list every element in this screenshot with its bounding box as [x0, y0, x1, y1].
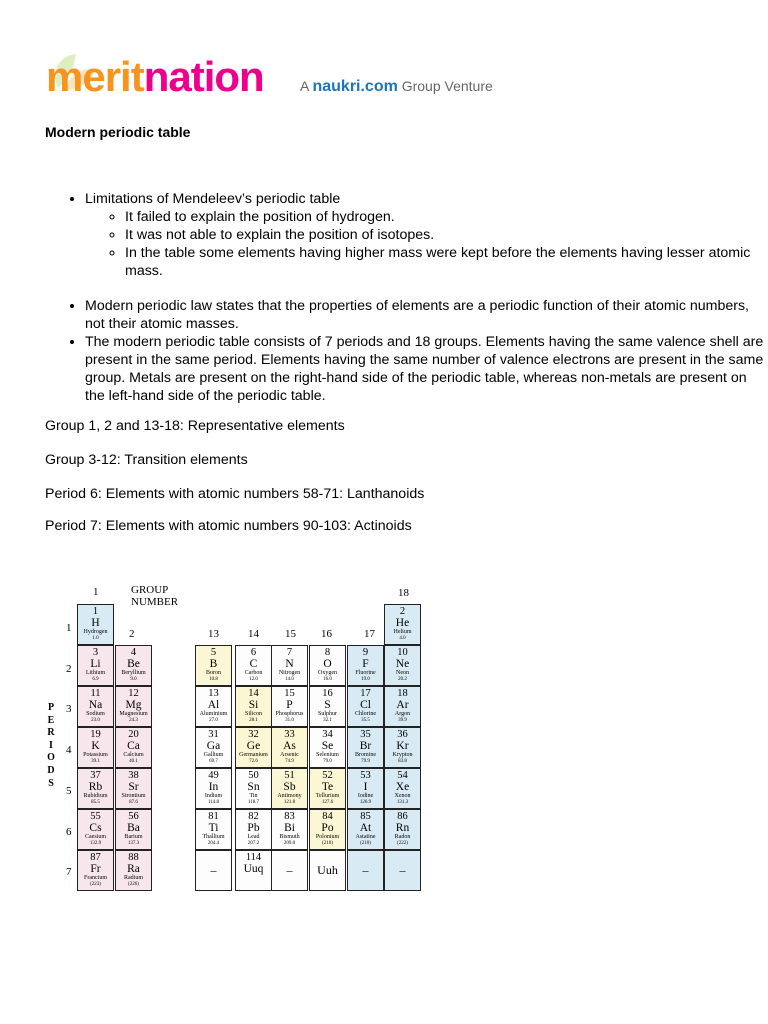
element-sym: Li	[90, 658, 101, 670]
element-sym: Br	[359, 740, 372, 752]
element-num: 88	[128, 852, 139, 863]
element-sym: Sn	[247, 781, 260, 793]
bullet-text: Limitations of Mendeleev’s periodic table	[85, 191, 341, 207]
element-num: 19	[90, 729, 101, 740]
element-name: Rubidium	[83, 793, 108, 799]
element-mass: 79.9	[361, 759, 370, 764]
element-sym: Ge	[246, 740, 261, 752]
element-cell	[271, 809, 308, 850]
element-mass: 10.8	[209, 677, 218, 682]
bullet-list	[45, 190, 765, 405]
element-mass: 131.3	[396, 800, 409, 805]
element-name: Argon	[394, 711, 411, 717]
element-mass: 87.6	[129, 800, 138, 805]
element-sym: K	[91, 740, 100, 752]
element-name: Strontium	[121, 793, 146, 799]
element-mass: 27.0	[209, 718, 218, 723]
element-sym: Cs	[89, 822, 102, 834]
element-sym: Al	[207, 699, 220, 711]
element-sym: Ca	[127, 740, 140, 752]
element-mass: 31.0	[285, 718, 294, 723]
paragraph: Period 6: Elements with atomic numbers 58-71: Lanthanoids	[45, 486, 425, 502]
element-cell	[195, 768, 232, 809]
element-num: 85	[360, 811, 371, 822]
element-sym: Ar	[396, 699, 409, 711]
element-cell	[271, 850, 308, 891]
element-name: Tin	[249, 793, 258, 799]
paragraph: Group 1, 2 and 13-18: Representative elements	[45, 418, 345, 434]
element-num: 4	[130, 647, 137, 658]
element-name: Indium	[204, 793, 223, 799]
element-num: 53	[360, 770, 371, 781]
element-mass: 35.5	[361, 718, 370, 723]
element-cell	[115, 768, 152, 809]
element-num: 52	[322, 770, 333, 781]
element-cell	[309, 850, 346, 891]
element-cell	[115, 809, 152, 850]
element-cell	[115, 850, 152, 891]
element-mass: 39.9	[398, 718, 407, 723]
element-mass: 126.9	[359, 800, 372, 805]
group-label-16: 16	[321, 628, 332, 640]
element-num: 31	[208, 729, 219, 740]
element-sym: H	[91, 617, 100, 629]
element-mass: 4.0	[399, 636, 406, 641]
element-name: Krypton	[392, 752, 413, 758]
periods-label: P E R I O D S	[47, 702, 55, 789]
element-cell	[384, 604, 421, 645]
element-sym: Te	[321, 781, 334, 793]
element-mass: (210)	[322, 841, 333, 846]
element-cell	[271, 645, 308, 686]
element-cell	[235, 686, 272, 727]
element-num: 11	[90, 688, 101, 699]
element-name: Bismuth	[279, 834, 300, 840]
element-cell	[384, 686, 421, 727]
element-num: 6	[250, 647, 257, 658]
element-sym: B	[209, 658, 218, 670]
element-name: Aluminium	[199, 711, 228, 717]
period-number: 7	[66, 866, 72, 878]
element-sym: O	[323, 658, 332, 670]
element-mass: 204.4	[207, 841, 220, 846]
element-sym: Sb	[283, 781, 296, 793]
element-num: 8	[324, 647, 331, 658]
element-cell	[347, 686, 384, 727]
element-mass: 74.9	[285, 759, 294, 764]
element-name: Antimony	[277, 793, 302, 799]
element-name: Bromine	[355, 752, 376, 758]
element-sym: Fr	[90, 863, 101, 875]
element-sym: Ti	[208, 822, 219, 834]
group-label-1: 1	[93, 586, 99, 598]
element-sym: Si	[248, 699, 259, 711]
element-sym: Na	[88, 699, 103, 711]
element-name: Chlorine	[355, 711, 376, 717]
element-mass: (223)	[90, 882, 101, 887]
element-cell	[195, 809, 232, 850]
element-name: Arsenic	[280, 752, 299, 758]
period-number: 4	[66, 744, 72, 756]
element-name: Boron	[206, 670, 221, 676]
element-num: 12	[128, 688, 139, 699]
element-cell	[235, 645, 272, 686]
element-sym: I	[363, 781, 368, 793]
element-cell	[347, 645, 384, 686]
group-label-13: 13	[208, 628, 219, 640]
element-cell	[347, 727, 384, 768]
element-cell	[195, 645, 232, 686]
element-sym: As	[283, 740, 296, 752]
element-name: Potassium	[83, 752, 108, 758]
element-sym: –	[286, 863, 293, 877]
element-sym: Ba	[127, 822, 140, 834]
element-cell	[271, 686, 308, 727]
element-num: 51	[284, 770, 295, 781]
page-title: Modern periodic table	[45, 124, 191, 140]
element-sym: He	[395, 617, 410, 629]
element-name: Beryllium	[121, 670, 146, 676]
element-num: 7	[286, 647, 293, 658]
element-mass: 207.2	[247, 841, 260, 846]
list-item: ◦ It failed to explain the position of hydrogen.	[125, 208, 765, 226]
element-sym: Mg	[125, 699, 142, 711]
element-sym: N	[285, 658, 294, 670]
element-cell	[235, 809, 272, 850]
element-cell	[77, 686, 114, 727]
element-num: 2	[399, 606, 406, 617]
element-num: 10	[397, 647, 408, 658]
element-num: 1	[92, 606, 99, 617]
element-mass: 209.0	[283, 841, 296, 846]
element-num: 20	[128, 729, 139, 740]
element-mass: 23.0	[91, 718, 100, 723]
element-mass: 28.1	[249, 718, 258, 723]
paragraph: Period 7: Elements with atomic numbers 90-103: Actinoids	[45, 518, 412, 534]
element-num: 86	[397, 811, 408, 822]
element-name: Radon	[394, 834, 411, 840]
element-num: 18	[397, 688, 408, 699]
element-mass: 6.9	[92, 677, 99, 682]
element-mass: 114.8	[207, 800, 220, 805]
element-sym: F	[362, 658, 369, 670]
element-name: Neon	[396, 670, 409, 676]
element-name: Iodine	[357, 793, 374, 799]
paragraph: Group 3-12: Transition elements	[45, 452, 248, 468]
element-sym: Rn	[395, 822, 410, 834]
element-mass: 39.1	[91, 759, 100, 764]
element-cell	[77, 645, 114, 686]
element-mass: 79.0	[323, 759, 332, 764]
element-name: Barium	[124, 834, 143, 840]
element-name: Lead	[247, 834, 260, 840]
element-cell	[235, 768, 272, 809]
element-sym: Rb	[88, 781, 103, 793]
period-number: 3	[66, 703, 72, 715]
element-cell	[195, 686, 232, 727]
element-mass: 118.7	[247, 800, 260, 805]
element-num: 82	[248, 811, 259, 822]
element-num: 33	[284, 729, 295, 740]
element-sym: Xe	[395, 781, 410, 793]
element-cell	[347, 850, 384, 891]
element-num: 114	[245, 852, 262, 863]
element-num: 56	[128, 811, 139, 822]
element-num: 55	[90, 811, 101, 822]
element-name: Radium	[124, 875, 143, 881]
element-mass: 1.0	[92, 636, 99, 641]
element-cell	[309, 645, 346, 686]
element-name: Hydrogen	[83, 629, 108, 635]
element-cell	[77, 604, 114, 645]
element-num: 37	[90, 770, 101, 781]
list-item	[85, 190, 765, 280]
element-cell	[384, 768, 421, 809]
element-mass: (226)	[128, 882, 139, 887]
element-num: 38	[128, 770, 139, 781]
element-num: 50	[248, 770, 259, 781]
list-item: • The modern periodic table consists of 7 periods and 18 groups. Elements having the same valence shell are present in the same period. Elements having the same number of valence electrons are present in the same group. Metals are present on the right-hand side of the periodic table, whereas non-metals are present on the left-hand side of the periodic table.	[85, 333, 765, 405]
element-num: 16	[322, 688, 333, 699]
element-sym: Uuh	[317, 863, 338, 877]
element-cell	[309, 727, 346, 768]
period-number: 2	[66, 663, 72, 675]
element-num: 87	[90, 852, 101, 863]
element-sym: In	[208, 781, 219, 793]
element-mass: (222)	[397, 841, 408, 846]
list-item: • Modern periodic law states that the properties of elements are a periodic function of their atomic numbers, not their atomic masses.	[85, 297, 765, 333]
element-mass: (210)	[360, 841, 371, 846]
element-num: 17	[360, 688, 371, 699]
element-mass: 69.7	[209, 759, 218, 764]
element-cell	[115, 727, 152, 768]
group-label-17: 17	[364, 628, 375, 640]
element-name: Astatine	[355, 834, 376, 840]
element-sym: C	[249, 658, 258, 670]
element-cell	[347, 768, 384, 809]
element-cell	[77, 727, 114, 768]
element-mass: 132.9	[89, 841, 102, 846]
element-num: 49	[208, 770, 219, 781]
element-mass: 83.8	[398, 759, 407, 764]
list-item: ◦ It was not able to explain the position of isotopes.	[125, 226, 765, 244]
element-cell	[271, 768, 308, 809]
element-name: Phosphorus	[275, 711, 304, 717]
element-num: 5	[210, 647, 217, 658]
element-num: 35	[360, 729, 371, 740]
element-sym: –	[399, 863, 406, 877]
group-label-14: 14	[248, 628, 259, 640]
list-item: ◦ In the table some elements having higher mass were kept before the elements having lesser atomic mass.	[125, 244, 765, 280]
element-num: 3	[92, 647, 99, 658]
element-cell	[115, 645, 152, 686]
element-name: Thallium	[202, 834, 225, 840]
element-name: Sulphur	[317, 711, 337, 717]
element-mass: 32.1	[323, 718, 332, 723]
element-sym: Pb	[247, 822, 260, 834]
element-sym: Bi	[284, 822, 295, 834]
element-cell	[235, 850, 272, 891]
element-cell	[309, 686, 346, 727]
element-sym: –	[362, 863, 369, 877]
element-num: 81	[208, 811, 219, 822]
element-name: Fluorine	[355, 670, 376, 676]
group-label-15: 15	[285, 628, 296, 640]
element-name: Gallium	[203, 752, 224, 758]
element-cell	[77, 850, 114, 891]
element-num: 13	[208, 688, 219, 699]
element-mass: 9.0	[130, 677, 137, 682]
element-sym: Se	[321, 740, 334, 752]
logo-wordmark: meritnation	[46, 53, 264, 100]
element-sym: Be	[127, 658, 140, 670]
element-num: 14	[248, 688, 259, 699]
element-num: 54	[397, 770, 408, 781]
element-cell	[195, 850, 232, 891]
element-mass: 24.3	[129, 718, 138, 723]
element-num: 34	[322, 729, 333, 740]
element-num: 84	[322, 811, 333, 822]
element-sym: Kr	[396, 740, 409, 752]
element-num: 9	[362, 647, 369, 658]
element-cell	[77, 768, 114, 809]
element-num: 36	[397, 729, 408, 740]
period-number: 6	[66, 826, 72, 838]
group-label-2: 2	[129, 628, 135, 640]
element-mass: 121.8	[283, 800, 296, 805]
element-mass: 137.3	[127, 841, 140, 846]
period-number: 1	[66, 622, 72, 634]
element-cell	[309, 768, 346, 809]
element-cell	[347, 809, 384, 850]
element-sym: –	[210, 863, 217, 877]
element-mass: 127.6	[321, 800, 334, 805]
element-mass: 72.6	[249, 759, 258, 764]
element-name: Francium	[84, 875, 107, 881]
element-sym: S	[324, 699, 331, 711]
element-name: Oxygen	[318, 670, 337, 676]
element-num: 83	[284, 811, 295, 822]
element-cell	[235, 727, 272, 768]
element-mass: 20.2	[398, 677, 407, 682]
element-name: Caesium	[85, 834, 106, 840]
element-cell	[195, 727, 232, 768]
element-sym: Ra	[127, 863, 140, 875]
element-sym: Ga	[206, 740, 221, 752]
element-cell	[271, 727, 308, 768]
element-name: Lithium	[85, 670, 106, 676]
element-sym: Cl	[360, 699, 371, 711]
element-sym: Ne	[395, 658, 410, 670]
group-number-heading: GROUP NUMBER	[131, 584, 179, 608]
sub-bullet-list	[85, 208, 765, 280]
element-mass: 19.0	[361, 677, 370, 682]
element-cell	[77, 809, 114, 850]
element-sym: Sr	[128, 781, 139, 793]
element-sym: At	[359, 822, 372, 834]
element-mass: 16.0	[323, 677, 332, 682]
element-name: Germanium	[239, 752, 268, 758]
element-cell	[115, 686, 152, 727]
element-name: Tellurium	[315, 793, 340, 799]
element-name: Calcium	[123, 752, 144, 758]
element-name: Magnesium	[119, 711, 148, 717]
element-num: 32	[248, 729, 259, 740]
element-name: Xenon	[394, 793, 411, 799]
element-cell	[309, 809, 346, 850]
element-sym: Po	[321, 822, 334, 834]
element-mass: 12.0	[249, 677, 258, 682]
logo-tagline: A naukri.com Group Venture	[300, 78, 493, 95]
element-cell	[384, 850, 421, 891]
element-mass: 40.1	[129, 759, 138, 764]
element-cell	[384, 727, 421, 768]
element-cell	[384, 645, 421, 686]
group-label-18: 18	[398, 587, 409, 599]
element-sym: P	[286, 699, 293, 711]
element-name: Silicon	[244, 711, 262, 717]
element-cell	[384, 809, 421, 850]
element-name: Helium	[393, 629, 412, 635]
element-mass: 85.5	[91, 800, 100, 805]
element-name: Carbon	[244, 670, 263, 676]
element-name: Polonium	[315, 834, 340, 840]
element-num: 15	[284, 688, 295, 699]
element-name: Sodium	[86, 711, 105, 717]
element-name: Selenium	[316, 752, 339, 758]
element-sym: Uuq	[243, 863, 264, 875]
element-mass: 14.0	[285, 677, 294, 682]
element-name: Nitrogen	[278, 670, 301, 676]
period-number: 5	[66, 785, 72, 797]
